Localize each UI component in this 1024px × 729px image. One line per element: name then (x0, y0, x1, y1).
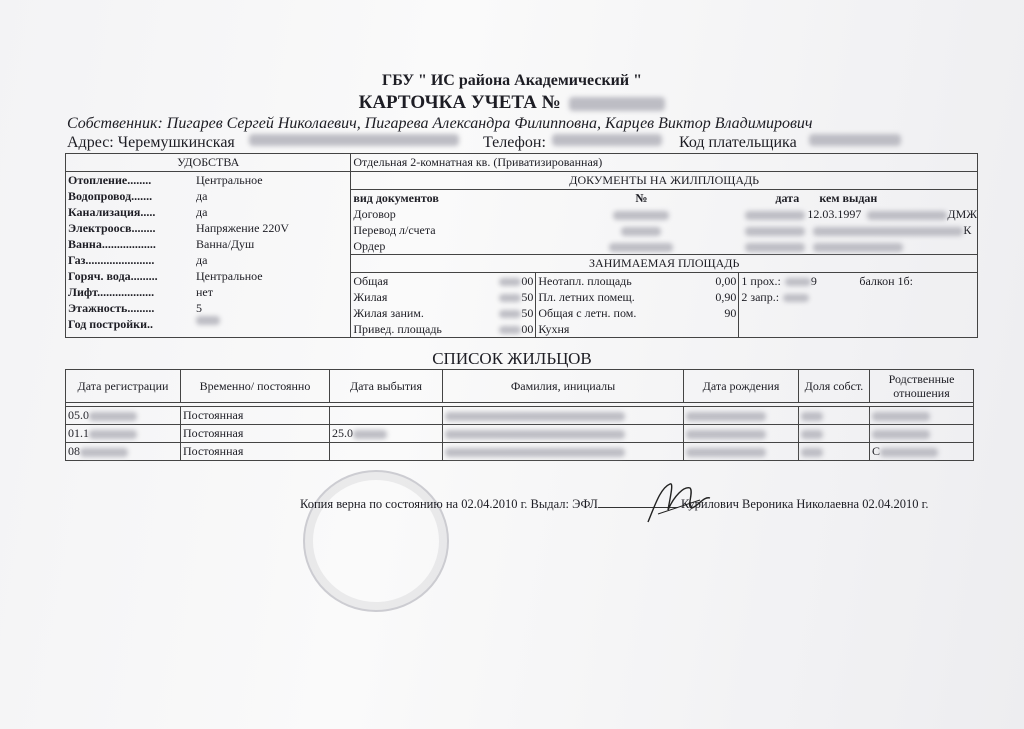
amenities-title: УДОБСТВА (66, 154, 350, 172)
amenities-list (66, 172, 350, 332)
redacted-birth-date (686, 412, 766, 421)
amenity-row (66, 284, 350, 300)
amenity-row (66, 316, 350, 332)
document-type: Ордер (353, 239, 386, 253)
residents-header-row (66, 370, 974, 403)
redacted-card-number (569, 97, 665, 111)
area-row (351, 273, 977, 289)
redacted-reg-date (89, 412, 137, 421)
redacted-doc-issuer (867, 211, 947, 220)
redacted-relationship (872, 412, 930, 421)
area-rows (351, 273, 977, 337)
header-relationship: Родственные отношения (870, 370, 974, 403)
leave-date: 25.0 (332, 426, 353, 440)
room-label: 2 запр.: (741, 290, 780, 304)
area-value: 00 (521, 274, 534, 288)
redacted-birth-date (686, 448, 766, 457)
area-label: Пл. летних помещ. (538, 290, 635, 304)
redacted-reg-date (80, 448, 128, 457)
header-leave-date: Дата выбытия (330, 370, 443, 403)
issuer-name-date: Курилович Вероника Николаевна 02.04.2010 г. (680, 497, 929, 511)
amenity-name: Горяч. вода......... (68, 269, 158, 283)
registration-date: 01.1 (68, 426, 89, 440)
amenity-name: Канализация..... (68, 205, 156, 219)
redacted-payer-code (809, 134, 901, 146)
redacted-full-name (445, 430, 625, 439)
header-status: Временно/ постоянно (181, 370, 330, 403)
document-issuer: К (963, 223, 972, 237)
area-value: 0,00 (715, 274, 737, 288)
redacted-address (249, 134, 459, 146)
rooms-cell (739, 289, 977, 305)
resident-row (66, 407, 974, 425)
redacted-area-value (499, 278, 521, 286)
redacted-phone (552, 134, 662, 146)
owners-line: Собственник: Пигарев Сергей Николаевич, Пигарева Александра Филипповна, Карцев Виктор Владимирович (67, 115, 813, 132)
redacted-birth-date (686, 430, 766, 439)
amenity-name: Год постройки.. (68, 317, 154, 331)
area-value: 00 (521, 322, 534, 336)
redacted-doc-number (609, 243, 673, 252)
amenity-row (66, 300, 350, 316)
redacted-relationship (880, 448, 938, 457)
amenity-value: нет (196, 285, 213, 299)
document-type: Перевод л/счета (353, 223, 436, 237)
amenity-value: Ванна/Душ (196, 237, 255, 251)
balcony-label: балкон 1б: (859, 274, 913, 288)
document-date: 12.03.1997 (807, 207, 862, 221)
room-size: 9 (810, 274, 817, 288)
area-label: Жилая заним. (353, 306, 424, 320)
amenity-row (66, 220, 350, 236)
redacted-relationship (872, 430, 930, 439)
redacted-area-value (499, 294, 521, 302)
redacted-reg-date (89, 430, 137, 439)
area-value: 50 (521, 290, 534, 304)
header-birth-date: Дата рождения (684, 370, 799, 403)
redacted-share (801, 448, 823, 457)
area-value: 50 (521, 306, 534, 320)
amenity-value: Центральное (196, 173, 263, 187)
rooms-cell (739, 305, 977, 321)
area-label: Жилая (353, 290, 388, 304)
amenity-row (66, 172, 350, 188)
redacted-doc-issuer (813, 227, 963, 236)
area-label: Кухня (538, 322, 570, 336)
area-value: 0,90 (715, 290, 737, 304)
document-type: Договор (353, 207, 396, 221)
certification-line (300, 497, 928, 512)
documents-title: ДОКУМЕНТЫ НА ЖИЛПЛОЩАДЬ (351, 172, 977, 190)
amenity-name: Водопровод....... (68, 189, 153, 203)
amenity-name: Электроосв........ (68, 221, 156, 235)
redacted-full-name (445, 412, 625, 421)
redacted-doc-number (621, 227, 661, 236)
registration-date: 05.0 (68, 408, 89, 422)
amenity-row (66, 188, 350, 204)
document-issuer: ДМЖ (947, 207, 977, 221)
documents-header-row (351, 190, 977, 206)
documents-col-number: № (635, 191, 648, 205)
amenity-value: да (196, 205, 208, 219)
area-label: Общая с летн. пом. (538, 306, 637, 320)
rooms-cell (739, 273, 977, 289)
apartment-type: Отдельная 2-комнатная кв. (Приватизированная) (351, 154, 977, 172)
payer-code-label: Код плательщика (679, 134, 797, 151)
amenity-value: да (196, 253, 208, 267)
redacted-room-size (783, 294, 809, 302)
amenity-name: Отопление........ (68, 173, 152, 187)
document-row (351, 206, 977, 222)
area-row (351, 305, 977, 321)
amenity-row (66, 204, 350, 220)
area-value: 90 (724, 306, 737, 320)
documents-col-date: дата (775, 191, 800, 205)
card-title: КАРТОЧКА УЧЕТА № (0, 92, 1024, 114)
document-row (351, 222, 977, 238)
amenity-row (66, 252, 350, 268)
phone-label: Телефон: (483, 134, 546, 151)
resident-status: Постоянная (181, 425, 330, 443)
redacted-doc-date (745, 227, 805, 236)
documents-col-type: вид документов (353, 191, 439, 205)
amenity-row (66, 236, 350, 252)
residents-table (65, 369, 974, 461)
redacted-doc-date (745, 211, 805, 220)
address-line (67, 134, 967, 154)
amenity-name: Лифт................... (68, 285, 155, 299)
amenity-value: Напряжение 220V (196, 221, 290, 235)
area-title: ЗАНИМАЕМАЯ ПЛОЩАДЬ (351, 254, 977, 273)
room-label: 1 прох.: (741, 274, 781, 288)
header-full-name: Фамилия, инициалы (443, 370, 684, 403)
apartment-info-table (65, 153, 978, 338)
amenity-name: Этажность......... (68, 301, 155, 315)
redacted-room-size (785, 278, 811, 286)
redacted-leave-date (353, 430, 387, 439)
organization-name: ГБУ " ИС района Академический " (382, 72, 642, 89)
signature-icon (640, 478, 720, 528)
redacted-doc-issuer (813, 243, 903, 252)
resident-status: Постоянная (181, 407, 330, 425)
redacted-area-value (499, 326, 521, 334)
registration-date: 08 (68, 444, 80, 458)
address-label: Адрес: Черемушкинская (67, 134, 235, 151)
redacted-full-name (445, 448, 625, 457)
copy-certified-text: Копия верна по состоянию на 02.04.2010 г. Выдал: ЭФЛ (300, 497, 598, 511)
area-row (351, 321, 977, 337)
header-ownership-share: Доля собст. (799, 370, 870, 403)
area-label: Привед. площадь (353, 322, 442, 336)
resident-status: Постоянная (181, 443, 330, 461)
amenity-name: Газ....................... (68, 253, 155, 267)
amenity-value: да (196, 189, 208, 203)
redacted-area-value (499, 310, 521, 318)
official-stamp (303, 470, 449, 612)
header-registration-date: Дата регистрации (66, 370, 181, 403)
resident-row (66, 443, 974, 461)
area-label: Общая (353, 274, 389, 288)
rooms-cell (739, 321, 977, 337)
amenity-value: 5 (196, 301, 202, 315)
documents-col-issuer: кем выдан (819, 191, 878, 205)
redacted-doc-number (613, 211, 669, 220)
amenity-row (66, 268, 350, 284)
apartment-block (351, 154, 978, 338)
residents-title: СПИСОК ЖИЛЬЦОВ (432, 349, 592, 368)
area-label: Неотапл. площадь (538, 274, 632, 288)
redacted-doc-date (745, 243, 805, 252)
area-row (351, 289, 977, 305)
documents-rows (351, 206, 977, 254)
amenities-block (66, 154, 351, 338)
redacted-share (801, 412, 823, 421)
resident-row (66, 425, 974, 443)
amenity-value: Центральное (196, 269, 263, 283)
amenity-name: Ванна.................. (68, 237, 156, 251)
relationship: С (872, 444, 881, 458)
redacted-build-year (196, 316, 220, 325)
redacted-share (801, 430, 823, 439)
document-row (351, 238, 977, 254)
